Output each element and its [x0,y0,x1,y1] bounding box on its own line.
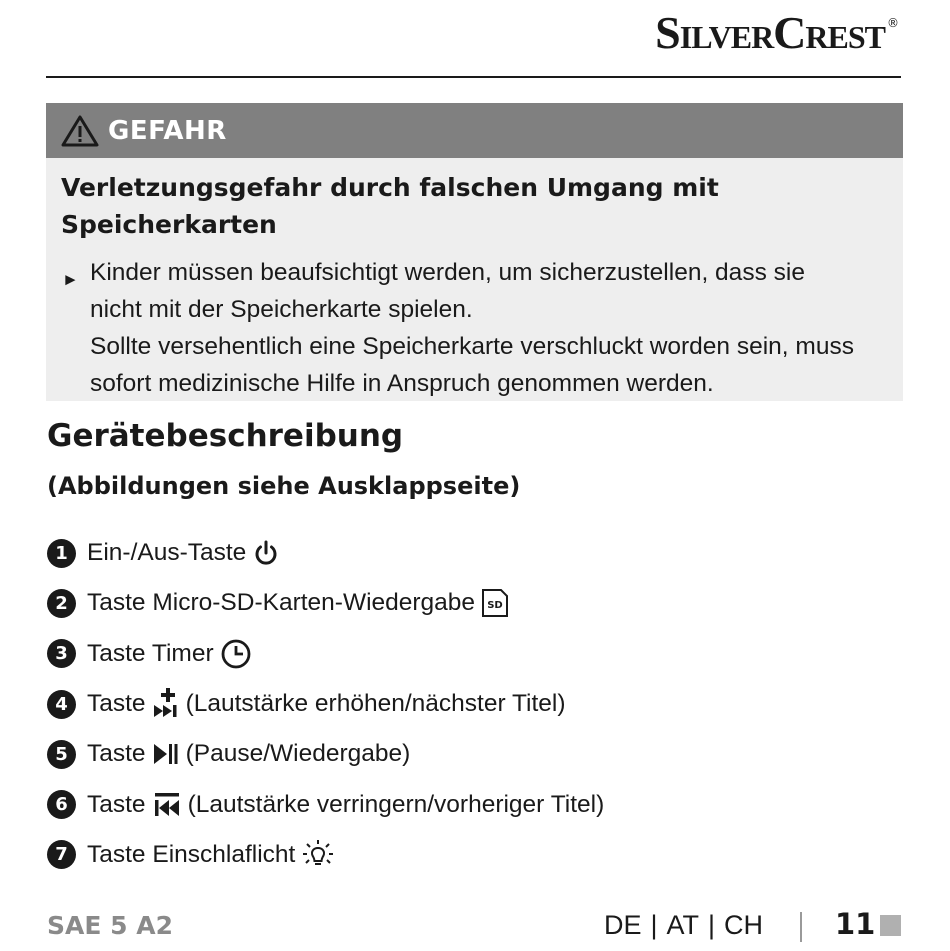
brand-logo [655,6,898,59]
item-text: Ein-/Aus-Taste [87,539,247,567]
danger-text [46,243,903,402]
item-text: Taste Timer [87,639,214,667]
volume-up-next-icon [152,687,180,721]
item-number: 1 [47,539,76,568]
danger-title-line: Verletzungsgefahr durch falschen Umgang mit [61,173,719,202]
section-subtitle: (Abbildungen siehe Ausklappseite) [47,472,521,500]
list-item [47,779,604,829]
danger-text-line: nicht mit der Speicherkarte spielen. [90,296,473,323]
item-number: 6 [47,790,76,819]
light-bulb-icon [301,839,335,871]
footer-divider [800,912,802,942]
lang-at: AT [666,910,700,940]
brand-name: SilverCrest [655,7,885,58]
list-item [47,729,604,779]
lang-separator: | [708,910,716,940]
play-pause-icon [152,742,180,766]
component-list [47,528,604,880]
item-description: (Lautstärke erhöhen/nächster Titel) [185,690,566,718]
lang-de: DE [604,910,642,940]
page-number: 11 [835,907,876,941]
bullet-arrow-icon: ► [62,270,79,289]
list-item [47,578,604,628]
item-text: Taste Micro-SD-Karten-Wiedergabe [87,589,476,617]
danger-label: GEFAHR [108,115,227,146]
model-number: SAE 5 A2 [47,911,173,940]
item-number: 3 [47,639,76,668]
item-number: 2 [47,589,76,618]
danger-text-line: sofort medizinische Hilfe in Anspruch genommen werden. [90,370,714,397]
item-description: (Lautstärke verringern/vorheriger Titel) [187,790,605,818]
list-item [47,679,604,729]
power-icon [252,539,280,567]
sd-label: SD [487,600,503,612]
item-text: Taste Einschlaflicht [87,840,296,868]
danger-title [46,158,903,243]
item-number: 7 [47,840,76,869]
danger-header [46,103,903,158]
language-codes [604,910,763,941]
item-description: (Pause/Wiedergabe) [185,740,411,768]
list-item [47,830,604,880]
item-text: Taste [87,690,146,718]
trademark-symbol: ® [887,16,898,30]
item-text: Taste [87,740,146,768]
danger-text-line: Kinder müssen beaufsichtigt werden, um sicherzustellen, dass sie [90,259,805,286]
lang-ch: CH [724,910,764,940]
item-number: 4 [47,690,76,719]
lang-separator: | [650,910,658,940]
item-number: 5 [47,740,76,769]
danger-text-line: Sollte versehentlich eine Speicherkarte verschluckt worden sein, muss [90,333,854,360]
clock-icon [220,638,252,670]
warning-triangle-icon [60,114,100,148]
list-item [47,528,604,578]
page-marker [880,915,901,936]
danger-title-line: Speicherkarten [61,210,277,239]
item-text: Taste [87,790,146,818]
list-item [47,629,604,679]
section-title: Gerätebeschreibung [47,418,404,454]
header-rule [46,76,901,78]
sd-card-icon [481,588,509,618]
danger-box [46,103,903,401]
volume-down-previous-icon [152,791,182,819]
